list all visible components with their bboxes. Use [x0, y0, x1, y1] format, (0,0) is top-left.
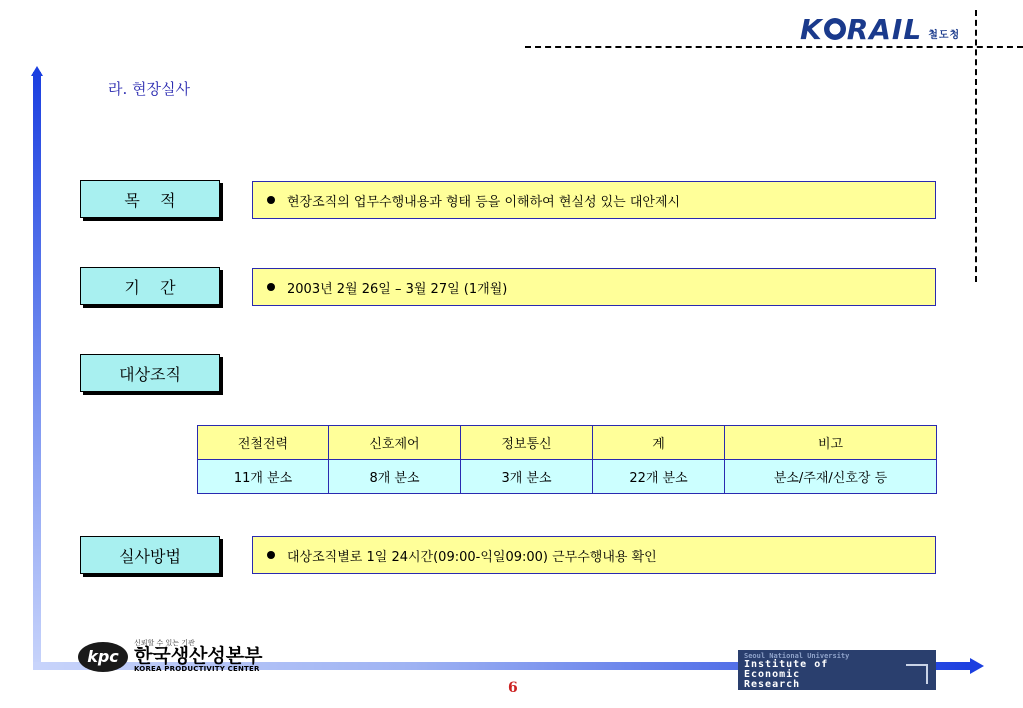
- method-description: [252, 536, 936, 574]
- table-cell: 11개 분소: [198, 460, 329, 494]
- table-header-row: [198, 426, 937, 460]
- target-label-text: 대상조직: [119, 364, 181, 384]
- institute-line1: Institute of: [744, 659, 829, 670]
- table-header-cell: 신호제어: [329, 426, 461, 460]
- bullet-icon: [267, 283, 275, 291]
- kpc-logo: [78, 640, 262, 673]
- period-description: [252, 268, 936, 306]
- table-cell: 8개 분소: [329, 460, 461, 494]
- logo-sub: 철도청: [928, 29, 961, 41]
- kpc-tagline: 신뢰할 수 있는 기관: [134, 639, 195, 647]
- kpc-english-name: KOREA PRODUCTIVITY CENTER: [134, 665, 260, 673]
- table-row: [198, 460, 937, 494]
- institute-top-text: Seoul National University: [744, 652, 850, 660]
- table-cell: 22개 분소: [593, 460, 725, 494]
- method-text: 대상조직별로 1일 24시간(09:00-익일09:00) 근무수행내용 확인: [287, 549, 657, 565]
- bullet-icon: [267, 196, 275, 204]
- purpose-description: [252, 181, 936, 219]
- logo-text-left: K: [800, 12, 823, 46]
- target-label: [80, 354, 220, 392]
- korail-logo: [800, 14, 960, 44]
- purpose-label: [80, 180, 220, 218]
- institute-mark-icon: [906, 664, 928, 684]
- left-gradient-bar: [33, 72, 41, 670]
- table-cell: 분소/주재/신호장 등: [725, 460, 937, 494]
- purpose-label-text: 목 적: [124, 190, 176, 210]
- method-label: [80, 536, 220, 574]
- method-label-text: 실사방법: [119, 546, 181, 566]
- purpose-text: 현장조직의 업무수행내용과 형태 등을 이해하여 현실성 있는 대안제시: [287, 194, 681, 210]
- table-cell: 3개 분소: [461, 460, 593, 494]
- period-text: 2003년 2월 26일 – 3월 27일 (1개월): [287, 281, 508, 297]
- bullet-icon: [267, 551, 275, 559]
- institute-logo: [738, 650, 936, 690]
- kpc-mark-icon: kpc: [78, 642, 128, 672]
- kpc-text: [134, 640, 262, 673]
- logo-text-right: RAIL: [846, 12, 923, 46]
- table-header-cell: 비고: [725, 426, 937, 460]
- bottom-bar-arrow-icon: [970, 658, 984, 674]
- table-header-cell: 정보통신: [461, 426, 593, 460]
- logo-ring-icon: [824, 18, 846, 40]
- top-dashed-line: [525, 46, 1023, 48]
- organization-table: [197, 425, 937, 494]
- section-title: 라. 현장실사: [108, 80, 190, 98]
- table-header-cell: 계: [593, 426, 725, 460]
- institute-line3: Research: [744, 679, 801, 690]
- table-header-cell: 전철전력: [198, 426, 329, 460]
- period-label-text: 기 간: [124, 277, 176, 297]
- right-dashed-line: [975, 10, 977, 282]
- period-label: [80, 267, 220, 305]
- institute-line2: Economic: [744, 669, 801, 680]
- kpc-korean-name: 한국생산성본부: [134, 645, 263, 667]
- page-number: 6: [508, 680, 518, 696]
